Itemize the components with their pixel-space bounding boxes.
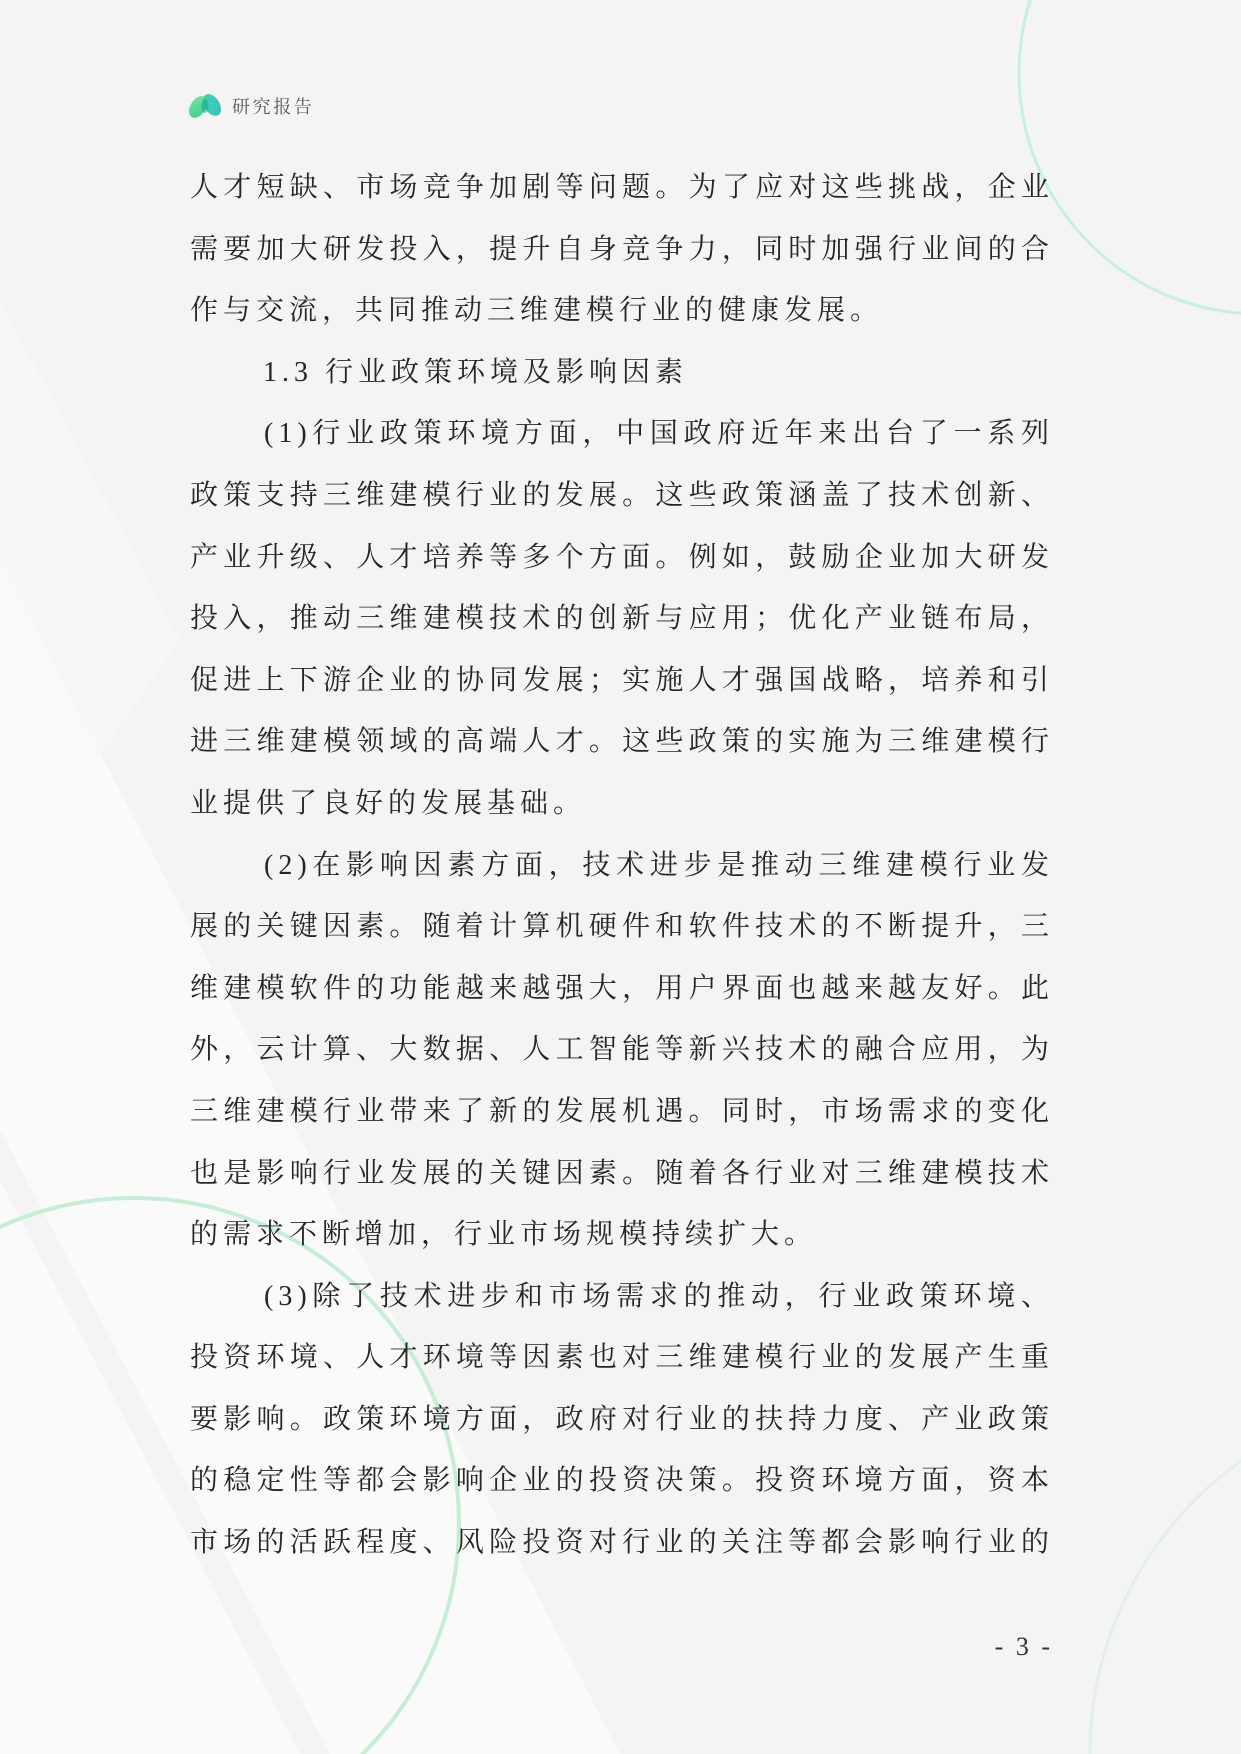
body-text-line: 展的关键因素。随着计算机硬件和软件技术的不断提升，三 <box>190 911 1054 943</box>
body-text-line: 进三维建模领域的高端人才。这些政策的实施为三维建模行 <box>190 726 1054 758</box>
page-number: - 3 - <box>994 1632 1053 1661</box>
body-text-line: (2)在影响因素方面，技术进步是推动三维建模行业发 <box>264 849 1054 881</box>
paragraph-2 <box>190 835 1054 1266</box>
body-text-line: 外，云计算、大数据、人工智能等新兴技术的融合应用，为 <box>190 1034 1054 1066</box>
body-text-line: 促进上下游企业的协同发展；实施人才强国战略，培养和引 <box>190 664 1054 696</box>
body-text-line: 要影响。政策环境方面，政府对行业的扶持力度、产业政策 <box>190 1403 1054 1435</box>
body-text-line: 投入，推动三维建模技术的创新与应用；优化产业链布局， <box>190 603 1054 635</box>
body-text-line: 三维建模行业带来了新的发展机遇。同时，市场需求的变化 <box>190 1095 1054 1127</box>
body-text-line: 的稳定性等都会影响企业的投资决策。投资环境方面，资本 <box>190 1465 1054 1497</box>
document-body <box>190 157 1054 1574</box>
body-text-line: 投资环境、人才环境等因素也对三维建模行业的发展产生重 <box>190 1342 1054 1374</box>
report-header <box>187 89 314 123</box>
body-text-line: 作与交流，共同推动三维建模行业的健康发展。 <box>190 295 884 327</box>
paragraph-1 <box>190 403 1054 834</box>
report-header-title: 研究报告 <box>232 97 315 117</box>
body-text-line: (1)行业政策环境方面，中国政府近年来出台了一系列 <box>264 418 1054 450</box>
body-text-line: 的需求不断增加，行业市场规模持续扩大。 <box>190 1219 818 1251</box>
body-text-line: 市场的活跃程度、风险投资对行业的关注等都会影响行业的 <box>190 1527 1054 1559</box>
body-text-line: (3)除了技术进步和市场需求的推动，行业政策环境、 <box>264 1280 1054 1312</box>
body-text-line: 产业升级、人才培养等多个方面。例如，鼓励企业加大研发 <box>190 541 1054 573</box>
paragraph-3 <box>190 1266 1054 1574</box>
body-text-line: 维建模软件的功能越来越强大，用户界面也越来越友好。此 <box>190 972 1054 1004</box>
body-text-line: 政策支持三维建模行业的发展。这些政策涵盖了技术创新、 <box>190 479 1054 511</box>
body-text-line: 业提供了良好的发展基础。 <box>190 787 587 819</box>
body-text-line: 需要加大研发投入，提升自身竞争力，同时加强行业间的合 <box>190 233 1054 265</box>
body-text-line: 也是影响行业发展的关键因素。随着各行业对三维建模技术 <box>190 1157 1054 1189</box>
report-logo-icon <box>187 90 223 122</box>
section-heading: 1.3 行业政策环境及影响因素 <box>263 356 689 388</box>
continued-paragraph <box>190 157 1054 342</box>
body-text-line: 人才短缺、市场竞争加剧等问题。为了应对这些挑战，企业 <box>190 172 1054 203</box>
